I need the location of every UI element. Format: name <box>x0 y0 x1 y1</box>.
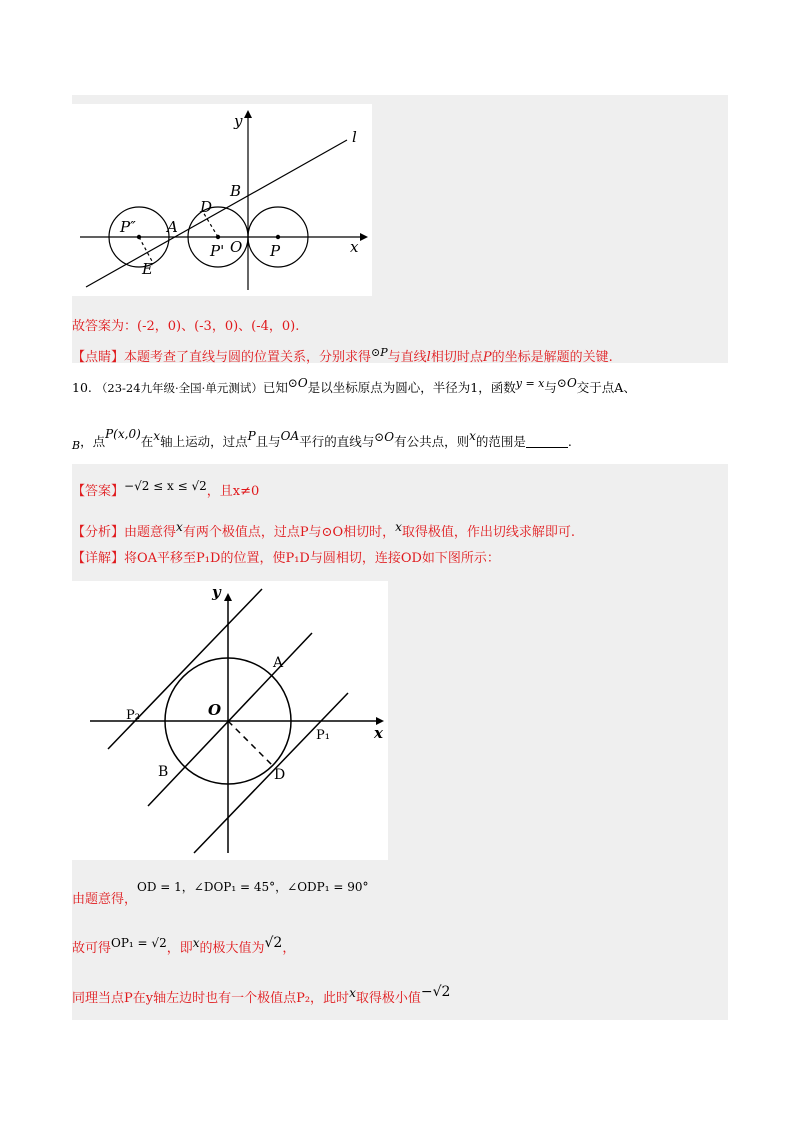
question-text-k: 的范围是 <box>475 434 526 449</box>
analysis-text-b: 有两个极值点，过点P与⊙O相切时， <box>182 525 396 540</box>
question-text-a: 已知 <box>262 380 288 395</box>
solution-line-2 <box>72 933 295 959</box>
solution-1-prefix: 由题意得， <box>72 892 138 907</box>
question-text-i: 平行的直线与 <box>299 434 375 449</box>
analysis-text-c: 取得极值，作出切线求解即可. <box>401 525 576 540</box>
analysis-text-a: 由题意得 <box>124 525 177 540</box>
question-text-e: ，点 <box>80 434 106 449</box>
fig2-label-B: B <box>158 764 169 780</box>
fig1-label-O: O <box>230 238 243 256</box>
answer-blank <box>526 433 568 448</box>
solution-line-3 <box>72 982 450 1009</box>
solution-2-end: ， <box>282 941 296 956</box>
analysis-line <box>72 517 575 543</box>
previous-comment-line <box>72 343 613 368</box>
detail-line <box>72 549 500 569</box>
solution-1-math: OD = 1，∠DOP₁ = 45°，∠ODP₁ = 90° <box>137 880 369 894</box>
solution-line-1 <box>72 876 369 910</box>
question-circle-o-2: ⊙O <box>556 376 577 390</box>
previous-answer-line <box>72 317 299 337</box>
question-text-b: 是以坐标原点为圆心，半径为1，函数 <box>307 380 516 395</box>
solution-2-tail: 的极大值为 <box>199 941 265 956</box>
question-point-b: B <box>72 439 81 452</box>
fig2-label-D: D <box>274 767 286 783</box>
solution-2-mid: ，即 <box>166 941 193 956</box>
analysis-tag: 【分析】 <box>72 525 125 540</box>
solution-2-var-x: x <box>192 936 200 950</box>
answer-tag: 【答案】 <box>72 484 125 499</box>
analysis-var-x-2: x <box>395 520 402 534</box>
question-text-g: 轴上运动，过点 <box>160 434 248 449</box>
question-number: 10. <box>72 380 92 395</box>
fig1-label-y: y <box>234 112 243 130</box>
fig2-label-O: O <box>208 701 222 719</box>
detail-tag: 【详解】 <box>72 551 125 566</box>
question-circle-o-3: ⊙O <box>374 430 395 444</box>
solution-2-prefix: 故可得 <box>72 941 112 956</box>
question-source: （23-24九年级·全国·单元测试） <box>95 381 263 395</box>
fig1-label-A: A <box>167 218 178 236</box>
question-var-p: P <box>247 429 256 443</box>
comment-point-p: P <box>482 350 492 365</box>
fig1-label-P: P <box>270 242 281 260</box>
question-text-j: 有公共点，则 <box>394 434 470 449</box>
fig1-label-P-prime: P' <box>210 242 225 260</box>
comment-text-d: 的坐标是解题的关键. <box>491 350 613 365</box>
fig1-label-P-double-prime: P″ <box>120 218 136 236</box>
figure-parallel-tangents <box>72 581 388 860</box>
fig1-label-x: x <box>350 238 359 256</box>
fig2-label-x: x <box>374 724 383 742</box>
answer-math: −√2 ≤ x ≤ √2 <box>124 479 207 493</box>
solution-2-math: OP₁ = √2 <box>111 936 167 950</box>
comment-text-a: 本题考查了直线与圆的位置关系，分别求得 <box>124 350 372 365</box>
question-end: . <box>567 434 572 449</box>
fig1-label-E: E <box>142 260 153 278</box>
solution-3-text-b: 取得极小值 <box>355 991 421 1006</box>
question-circle-o: ⊙O <box>287 376 308 390</box>
question-text-d: 交于点A、 <box>576 380 636 395</box>
question-line-2 <box>72 424 572 456</box>
question-var-oa: OA <box>280 429 300 443</box>
analysis-var-x: x <box>176 520 183 534</box>
fig1-label-l: l <box>352 128 357 146</box>
fig2-label-A: A <box>273 655 284 671</box>
question-line-1 <box>72 373 636 398</box>
question-text-f: 在 <box>140 434 154 449</box>
comment-tag: 【点睛】 <box>72 350 125 365</box>
fig2-label-P1: P₁ <box>316 728 330 743</box>
question-text-h: 且与 <box>255 434 281 449</box>
question-var-x-2: x <box>469 429 476 443</box>
question-point-p: P(x,0) <box>105 427 141 441</box>
fig1-label-D: D <box>200 198 213 216</box>
solution-3-value: −√2 <box>420 984 451 1000</box>
question-var-x: x <box>153 429 161 443</box>
answer-text: ，且x≠0 <box>206 484 260 499</box>
comment-circle-p: ⊙P <box>371 346 388 359</box>
comment-text-b: 与直线 <box>387 350 427 365</box>
fig2-label-y: y <box>212 583 221 601</box>
solution-3-text-a: 同理当点P在y轴左边时也有一个极值点P₂，此时 <box>72 991 350 1006</box>
answer-line <box>72 476 259 502</box>
solution-3-var-x: x <box>349 986 356 1000</box>
fig1-label-B: B <box>230 182 242 200</box>
previous-answer-text: 故答案为：(-2，0)、(-3，0)、(-4，0). <box>72 319 300 334</box>
comment-line-l: l <box>426 350 431 365</box>
figure-parallel-tangents-svg <box>72 581 388 860</box>
detail-text: 将OA平移至P₁D的位置，使P₁D与圆相切，连接OD如下图所示： <box>124 551 500 566</box>
solution-2-value: √2 <box>264 935 283 951</box>
figure-tangent-circles-svg <box>72 104 372 296</box>
figure-tangent-circles <box>72 104 372 296</box>
fig2-label-P2: P₂ <box>126 708 140 723</box>
question-text-c: 与 <box>544 380 557 395</box>
comment-text-c: 相切时点 <box>430 350 483 365</box>
question-function: y = x <box>515 377 545 390</box>
